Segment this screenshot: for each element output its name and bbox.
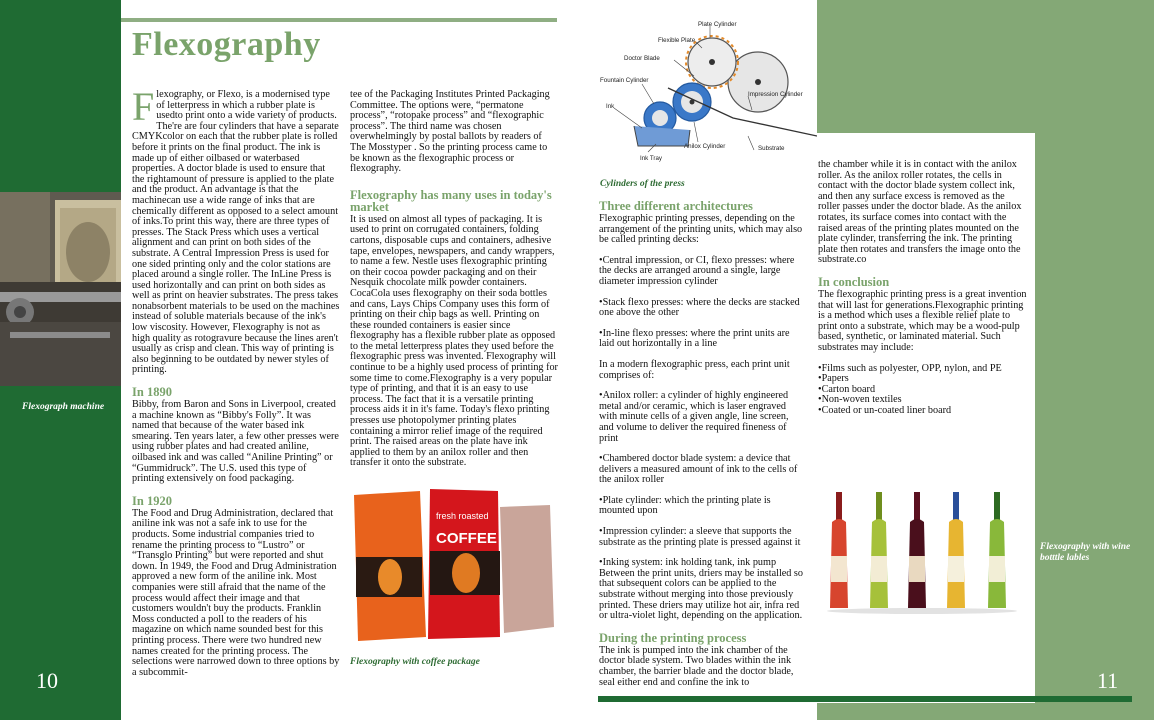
caption-wine: Flexography with wine botttle lables [1040,542,1131,563]
paragraph-continued: the chamber while it is in contact with the anilox roller. As the anilox roller rotates, the cells in contact with the doctor blade system collect ink, and then any surface excess is removed as the roller passes under the doctor blade. As the anilox rotates, its surface comes into contact with the raised areas of the printing plates mounted on the plate cylinder, transferring the ink. The printing plate then rotates and transfers the image onto the substrate.co [818,159,1022,266]
label-plate-cylinder: Plate Cylinder [698,21,737,28]
bullet-inline: •In-line flexo presses: where the print units are laid out horizontally in a line [599,327,790,350]
page-number-left: 10 [36,668,58,693]
bullet-plate-cylinder: •Plate cylinder: which the printing plate is mounted upon [599,494,771,517]
heading-conclusion: In conclusion [818,274,890,289]
paragraph-1890: Bibby, from Baron and Sons in Liverpool, created a machine known as “Bibby's Folly”. It was named that because of the water based ink smearing. Ten years later, a few other presses were using rubber plates and had created aniline, oilbased ink and was called “Aniline Printing” or “Gummidruck”. The U.S. used this type of printing extensively on food packaging. [132,399,339,485]
wine-bottle [870,492,888,608]
substrate-item: •Papers [818,373,849,385]
caption-machine: Flexograph machine [22,402,105,412]
heading-during-printing: During the printing process [599,630,747,645]
top-rule [121,18,557,22]
bullet-central-impression: •Central impression, or CI, flexo presses: where the decks are arranged around a single, large diameter impression cylinder [599,254,795,287]
cylinders-diagram-svg [598,18,817,178]
label-ink: Ink [606,103,615,110]
caption-coffee: Flexography with coffee package [350,657,480,667]
substrate-item: •Films such as polyester, OPP, nylon, and PE [818,362,1002,374]
paragraph-naming: tee of the Packaging Institutes Printed Packaging Committee. The options were, “permatone process”, “rotopake process” and “flexographic process”. The third name was chosen overwhelmingly by postal ballots by readers of The Mosstyper . So the printing process came to be known as the flexographic process or flexography. [350,89,550,175]
coffee-product-label: COFFEE [436,530,497,547]
paragraph-modern-press: In a modern flexographic press, each print unit comprises of: [599,358,790,381]
wine-bottle [988,492,1006,608]
heading-1890: In 1890 [132,385,172,400]
label-substrate: Substrate [758,145,785,152]
flexograph-machine-image [0,192,121,386]
label-anilox-cylinder: Anilox Cylinder [684,143,726,150]
coffee-package-image [350,487,558,647]
page-title: Flexography [132,26,321,63]
bullet-anilox: •Anilox roller: a cylinder of highly engineered metal and/or ceramic, which is laser engraved with minute cells of a given angle, line screen, and volume to deliver the required fineness of print [599,390,789,444]
coffee-package-photo [350,487,558,647]
wine-bottle [947,492,965,608]
label-flexible-plate: Flexible Plate [658,37,696,44]
heading-1920: In 1920 [132,493,172,508]
column-3 [599,200,805,688]
heading-uses: Flexography has many uses in today's market [350,187,552,214]
substrate-item: •Coated or un-coated liner board [818,404,952,416]
bullet-inking-system: •Inking system: ink holding tank, ink pump Between the print units, driers may be installed so that subsequent colors can be applied to the substrate without merging into those previously printed. These driers may utilize hot air, infra red or ultra-violet light, depending on the application. [599,557,803,622]
label-ink-tray: Ink Tray [640,155,663,162]
caption-cylinders: Cylinders of the press [600,179,685,189]
bullet-stack: •Stack flexo presses: where the decks are stacked one above the other [599,296,800,319]
bullet-doctor-blade: •Chambered doctor blade system: a device that delivers a measured amount of ink to the cells of the anilox roller [599,453,798,486]
wine-bottles-photo [822,490,1022,615]
ink-tray-shape [634,126,690,146]
label-fountain-cylinder: Fountain Cylinder [600,77,649,84]
wine-bottle [830,492,848,608]
wine-bottles-image [822,490,1022,615]
intro-paragraph: Flexography, or Flexo, is a modernised type of letterpress in which a rubber plate is usedto print onto a wide variety of products. The're are four cylinders that have a separate CMYKcolor on each that the rubber plate is rolled before it prints on the final product. The ink is made up of either oilbased or waterbased properties. A doctor blade is used to ensure that the rightamount of pressure is applied to the plate and the product. An advantage is that the machinecan use a wide range of inks that are chemically different as opposed to a select amount of inks.To print this way, there are three types of presses. The Stack Press which uses a vertical alignment and can print on both sides of the substrate. A Central Impression Press is used for one sided printing only and the color stations are placed around a single roller. The InLine Press is used horizontally and can print on both sides as well as print on heavier substrates. The press takes nonabsorbent materials to be used on the machines instead of soluble materials because of the ink's low viscosity. However, Flexography is not as high quality as rotogravure because the lines aren't usually as crisp and clean. This way of printing is also beginning to be outdated by newer styles of printing. [132,84,340,376]
paragraph-architectures: Flexographic printing presses, depending on the arrangement of the printing units, which may also be called printing decks: [599,213,803,246]
paragraph-uses: It is used on almost all types of packaging. It is used to print on corrugated containers, folding cartons, disposable cups and containers, adhesive tape, envelopes, newspapers, and candy wrappers, to name a few. Nestle uses flexographic printing on their cocoa powder packaging and on their Nesquik chocolate milk powder containers. CocaCola uses flexography on their soda bottles and cans, Lays Chips Company uses this form of printing on their chip bags as well. Printing on these rounded containers is easier since flexography has a flexible rubber plate as opposed to the metal letterpress plates they used before the flexographic press was invented. Flexography will continue to be a highly used process of printing for some time to come.Flexography is a very popular type of printing, and that it is an easy to use process. The fact that it is a versatile printing process aids it in it's fame. Today's flexo printing presses use photopolymer printing plates containing a mirror relief image of the required print. The raised areas on the plate have ink applied to them by an anilox roller and then transfer it onto the substrate. [350,213,558,469]
paragraph-conclusion: The flexographic printing press is a great invention that will last for generations.Flexographic printing is a method which uses a flexible relief plate to print onto a substrate, which may be a wood-pulp based, synthetic, or laminated material. Such substrates may include: [818,288,1027,353]
substrate-item: •Non-woven textiles [818,394,902,406]
cylinders-diagram [598,18,817,178]
wine-bottle [908,492,926,608]
label-doctor-blade: Doctor Blade [624,55,660,62]
paragraph-during-printing: The ink is pumped into the ink chamber of the doctor blade system. Two blades within the ink chamber, the barrier blade and the doctor blade, seal either end and confine the ink to [599,644,794,688]
drop-cap: F [132,84,155,129]
label-impression-cylinder: Impression Cylinder [748,91,803,98]
page-number-right: 11 [1097,668,1119,693]
column-4 [818,160,1028,416]
column-2 [350,90,558,469]
paragraph-1920: The Food and Drug Administration, declared that aniline ink was not a safe ink to use for the products. Some industrial companies tried to rename the printing process to “Lustro” or “Transglo Printing” but were reported and shut down. In 1949, the Food and Drug Administration approved a new form of the aniline ink. Most companies were still afraid that the name of the process would affect their image and that customers wouldn't buy the products. Franklin Moss conducted a poll to the readers of his magazine on which name sounded best for this printing process. There were two hundred new names created for the printing process. The selections were narrowed down to three options by a subcommit- [132,507,340,678]
machine-photo [0,192,121,386]
substrate-item: •Carton board [818,383,876,395]
coffee-brand-label: fresh roasted [436,511,489,521]
column-1 [132,84,340,678]
bottom-rule [598,696,1132,702]
heading-architectures: Three different architectures [599,199,753,213]
bullet-impression-cylinder: •Impression cylinder: a sleeve that supports the substrate as the printing plate is pressed against it [599,526,801,548]
